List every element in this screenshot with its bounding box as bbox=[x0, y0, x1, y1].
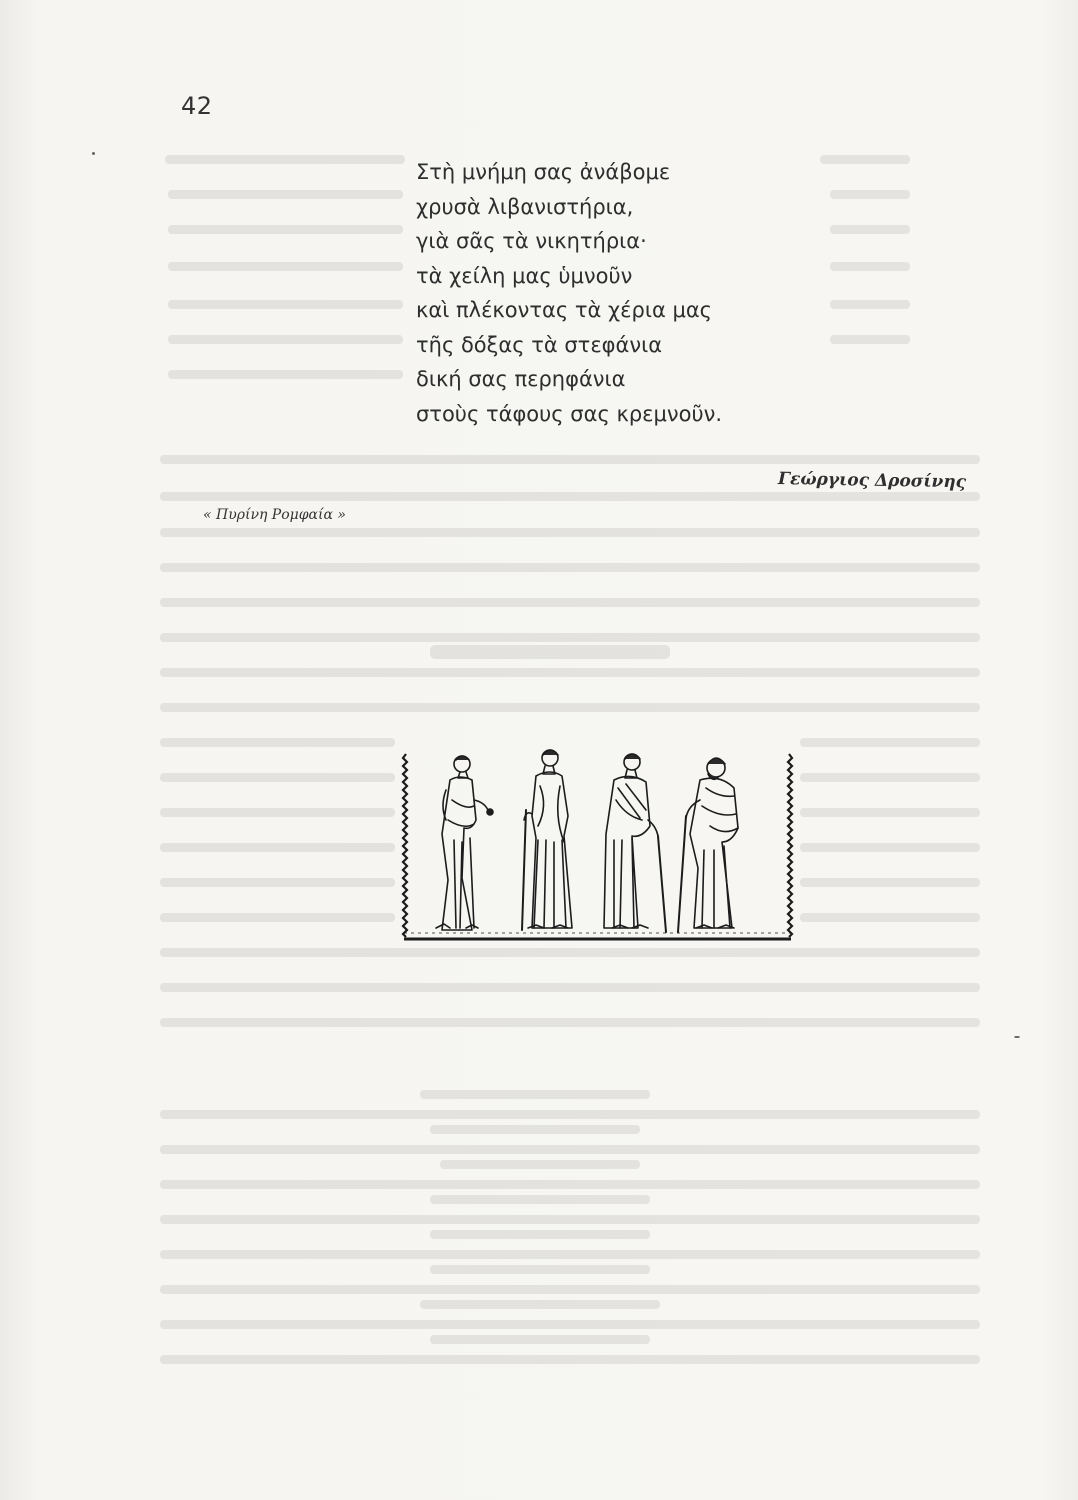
figure-one bbox=[436, 756, 493, 930]
poem-line: δική σας περηφάνια bbox=[416, 367, 626, 391]
figure-two bbox=[522, 750, 572, 930]
page-number: 42 bbox=[181, 92, 213, 120]
poem-stanza bbox=[416, 155, 722, 431]
poem-line: γιὰ σᾶς τὰ νικητήρια· bbox=[416, 229, 647, 253]
poem-line: Στὴ μνήμη σας ἀνάβομε bbox=[416, 160, 671, 184]
poem-line: χρυσὰ λιβανιστήρια, bbox=[416, 194, 634, 219]
poem-author: Γεώργιος Δροσίνης bbox=[777, 469, 967, 493]
print-speck bbox=[92, 152, 95, 155]
draped-figures-illustration bbox=[400, 740, 795, 945]
poem-line: τὰ χείλη μας ὑμνοῦν bbox=[416, 263, 633, 288]
figure-three bbox=[604, 754, 666, 932]
poem-source: « Πυρίνη Ρομφαία » bbox=[203, 507, 346, 523]
poem-line: καὶ πλέκοντας τὰ χέρια μας bbox=[416, 298, 712, 322]
figure-four bbox=[678, 758, 738, 932]
poem-line: στοὺς τάφους σας κρεμνοῦν. bbox=[416, 401, 722, 426]
print-speck bbox=[1014, 1036, 1020, 1038]
poem-line: τῆς δόξας τὰ στεφάνια bbox=[416, 332, 663, 357]
